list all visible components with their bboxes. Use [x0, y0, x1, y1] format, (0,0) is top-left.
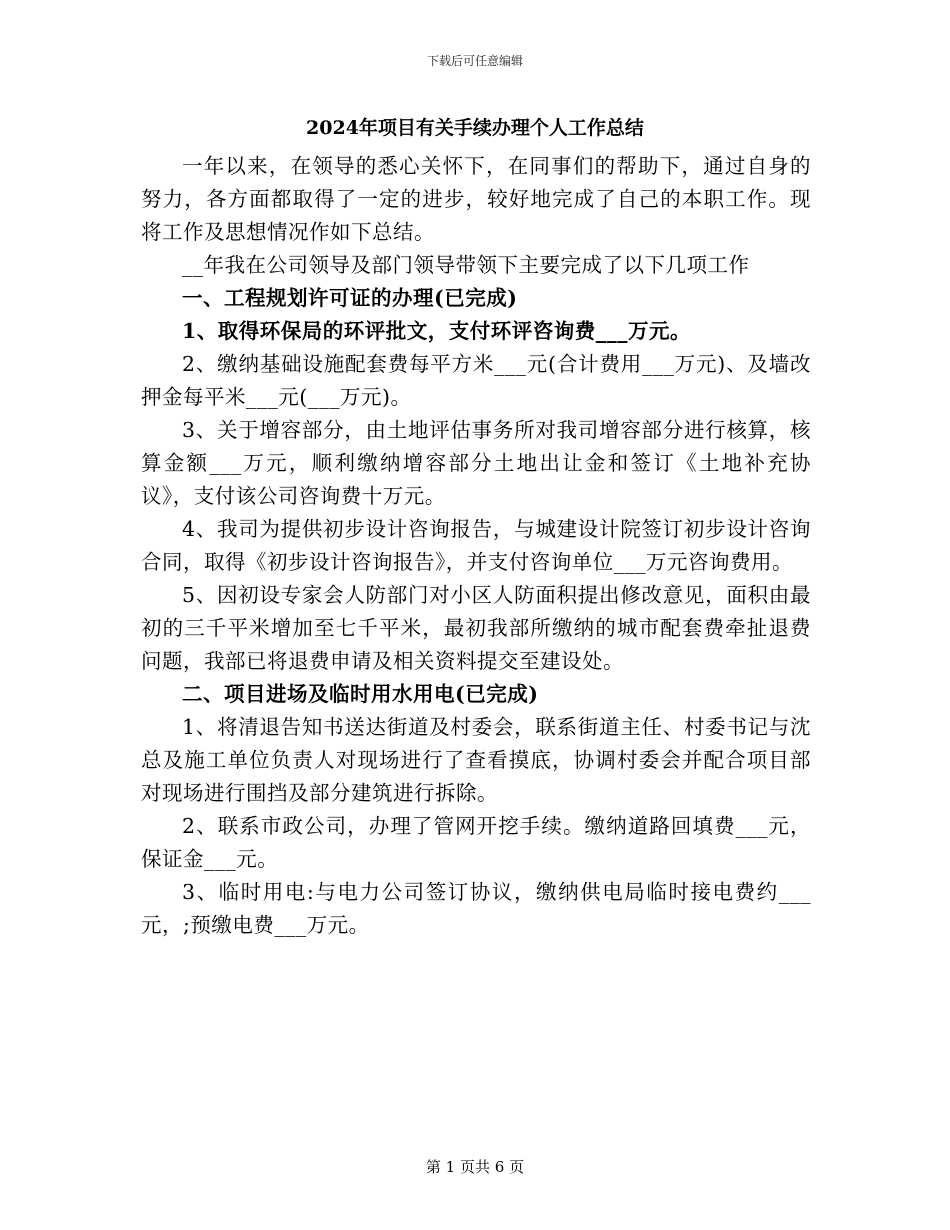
section-heading-1: 一、工程规划许可证的办理(已完成) [182, 286, 518, 310]
document-title: 2024年项目有关手续办理个人工作总结 [306, 117, 644, 139]
list-item-1-4: 4、我司为提供初步设计咨询报告，与城建设计院签订初步设计咨询合同，取得《初步设计咨询报告》，并支付咨询单位___万元咨询费用。 [141, 517, 811, 574]
list-item-1-5: 5、因初设专家会人防部门对小区人防面积提出修改意见，面积由最初的三千平米增加至七千平米，最初我部所缴纳的城市配套费牵扯退费问题，我部已将退费申请及相关资料提交至建设处。 [141, 583, 811, 673]
list-item-1-3: 3、关于增容部分，由土地评估事务所对我司增容部分进行核算，核算金额___万元，顺利缴纳增容部分土地出让金和签订《土地补充协议》，支付该公司咨询费十万元。 [141, 418, 811, 508]
list-item-1-1: 1、取得环保局的环评批文，支付环评咨询费___万元。 [182, 319, 692, 343]
paragraph-intro: 一年以来，在领导的悉心关怀下，在同事们的帮助下，通过自身的努力，各方面都取得了一定的进步，较好地完成了自己的本职工作。现将工作及思想情况作如下总结。 [141, 154, 811, 244]
list-item-1-2: 2、缴纳基础设施配套费每平方米___元(合计费用___万元)、及墙改押金每平米___元(___万元)。 [141, 352, 811, 409]
list-item-2-2: 2、联系市政公司，办理了管网开挖手续。缴纳道路回填费___元，保证金___元。 [141, 814, 811, 871]
paragraph-summary-lead: __年我在公司领导及部门领导带领下主要完成了以下几项工作 [182, 253, 750, 277]
section-heading-2: 二、项目进场及临时用水用电(已完成) [182, 682, 539, 706]
page-number-footer: 第 1 页共 6 页 [425, 1158, 525, 1176]
list-item-2-1: 1、将清退告知书送达街道及村委会，联系街道主任、村委书记与沈总及施工单位负责人对现场进行了查看摸底，协调村委会并配合项目部对现场进行围挡及部分建筑进行拆除。 [141, 715, 811, 805]
document-body [141, 150, 811, 942]
list-item-2-3: 3、临时用电:与电力公司签订协议，缴纳供电局临时接电费约___元，;预缴电费___万元。 [141, 880, 811, 937]
page-header-note: 下载后可任意编辑 [426, 54, 523, 68]
